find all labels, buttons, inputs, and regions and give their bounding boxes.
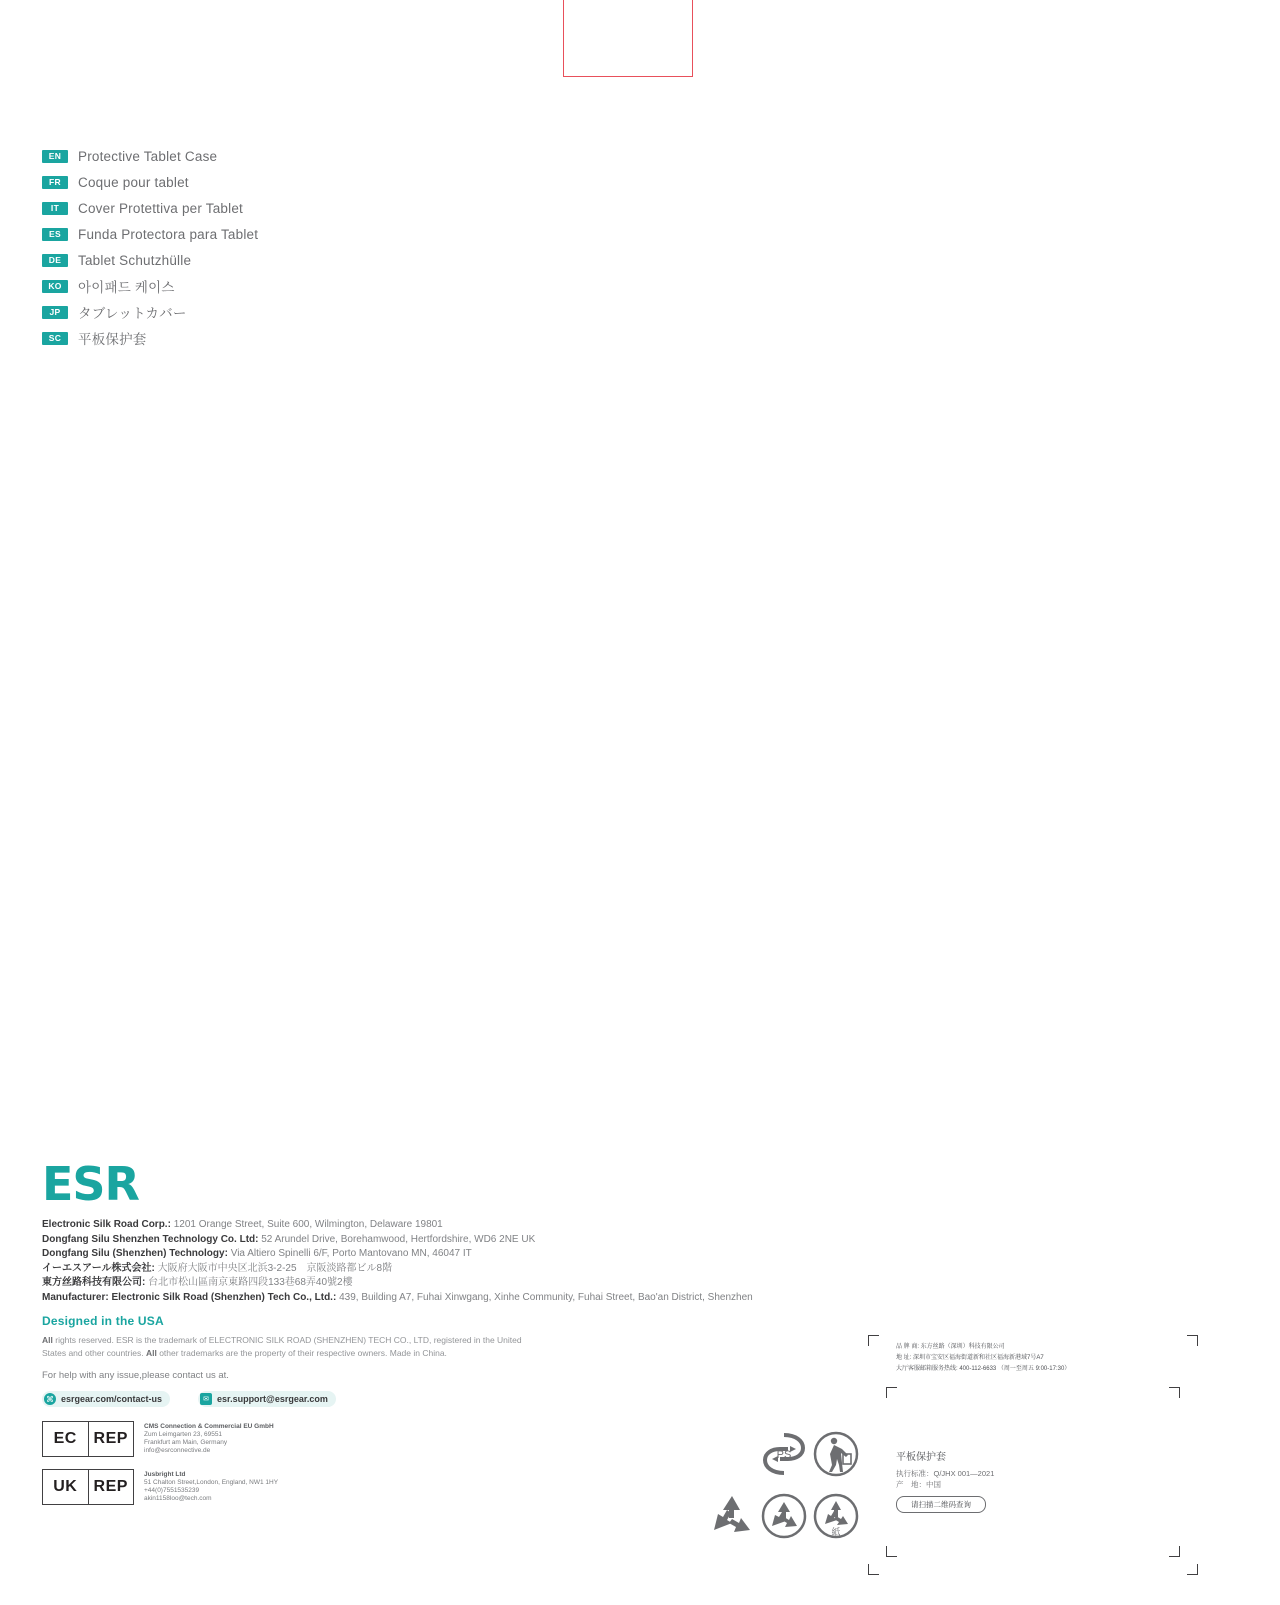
language-badge-es: ES <box>42 228 68 241</box>
uk-label: UK <box>43 1470 89 1504</box>
ec-rep-line: Zum Leimgarten 23, 69551 <box>144 1431 223 1438</box>
qr-scan-pill: 请扫描二维码查询 <box>896 1496 986 1513</box>
address-label: イーエスアール株式会社: <box>42 1262 155 1274</box>
address-value: 52 Arundel Drive, Borehamwood, Hertfordshire, WD6 2NE UK <box>258 1233 536 1245</box>
list-item <box>42 273 642 299</box>
legal-line-1: rights reserved. ESR is the trademark of ELECTRONIC SILK ROAD (SHENZHEN) TECH CO., LTD, registered in the United <box>52 1335 522 1345</box>
svg-text:PS: PS <box>776 1449 792 1461</box>
address-line <box>42 1247 1242 1262</box>
legal-bold-all-2: All <box>145 1348 157 1358</box>
china-company-line: 品 牌 商: 东方丝路（深圳）科技有限公司 <box>896 1344 1005 1350</box>
china-standard-line: 执行标准：Q/JHX 001—2021 <box>896 1469 995 1478</box>
address-value: 439, Building A7, Fuhai Xinwgang, Xinhe Community, Fuhai Street, Bao'an District, Shenzhen <box>336 1291 753 1303</box>
legal-line-2: other trademarks are the property of their respective owners. Made in China. <box>156 1348 447 1358</box>
rep-label: REP <box>93 1430 128 1447</box>
green-dot-icon <box>758 1428 810 1480</box>
contact-email-text: esr.support@esrgear.com <box>217 1394 328 1404</box>
address-value: Via Altiero Spinelli 6/F, Porto Mantovano MN, 46047 IT <box>227 1248 472 1259</box>
legal-notice <box>42 1334 682 1360</box>
product-title-ko: 아이패드 케이스 <box>78 280 175 295</box>
paper-recycle-icon <box>810 1490 862 1542</box>
uk-rep-line: +44(0)7551535239 <box>144 1487 200 1494</box>
ec-rep-badge <box>42 1421 134 1457</box>
china-company-line: 大厅客服邮箱服务热线: 400-112-6633 （周一至周五 9:00-17:30） <box>896 1366 1071 1372</box>
product-title-fr: Coque pour tablet <box>78 174 189 190</box>
address-line <box>42 1218 1242 1233</box>
china-product-label <box>868 1335 1198 1575</box>
address-label: Dongfang Silu Shenzhen Technology Co. Ltd: <box>42 1233 259 1245</box>
language-badge-fr: FR <box>42 176 68 189</box>
svg-text:紙: 紙 <box>831 1528 841 1538</box>
legal-bold-all: All <box>42 1335 53 1345</box>
product-title-language-list <box>42 143 642 351</box>
corner-mark <box>886 1387 897 1398</box>
product-title-it: Cover Protettiva per Tablet <box>78 200 243 216</box>
list-item <box>42 221 642 247</box>
address-value: 1201 Orange Street, Suite 600, Wilmington, Delaware 19801 <box>170 1219 443 1230</box>
address-line <box>42 1276 1242 1291</box>
ec-rep-name: CMS Connection & Commercial EU GmbH <box>144 1423 274 1430</box>
language-badge-ko: KO <box>42 280 68 293</box>
uk-rep-line: akin1158loo@tech.com <box>144 1495 212 1502</box>
address-label: 東方丝路科技有限公司: <box>42 1277 146 1288</box>
rep-label: REP <box>93 1478 128 1495</box>
ec-label: EC <box>43 1422 89 1456</box>
contact-website-pill[interactable] <box>42 1391 170 1407</box>
corner-mark <box>1187 1335 1198 1346</box>
list-item <box>42 169 642 195</box>
address-label: Dongfang Silu (Shenzhen) Technology: <box>42 1248 228 1259</box>
address-value: 大阪府大阪市中央区北浜3-2-25 京阪淡路都ビル8階 <box>154 1262 393 1274</box>
address-line <box>42 1233 1242 1248</box>
uk-rep-name: Jusbright Ltd <box>144 1471 186 1478</box>
uk-rep-badge <box>42 1469 134 1505</box>
uk-rep-address <box>144 1469 278 1503</box>
product-title-sc: 平板保护套 <box>78 332 147 347</box>
address-label: Manufacturer: Electronic Silk Road (Shenzhen) Tech Co., Ltd.: <box>42 1291 337 1303</box>
list-item <box>42 247 642 273</box>
corner-mark <box>1169 1546 1180 1557</box>
list-item <box>42 299 642 325</box>
designed-in-usa-text: Designed in the USA <box>42 1314 164 1328</box>
list-item <box>42 325 642 351</box>
list-item <box>42 195 642 221</box>
product-title-de: Tablet Schutzhülle <box>78 252 192 268</box>
ec-rep-line: Frankfurt am Main, Germany <box>144 1439 228 1446</box>
language-badge-jp: JP <box>42 306 68 319</box>
corner-mark <box>1187 1564 1198 1575</box>
china-company-line: 地 址: 深圳市宝安区福海街道新和社区福海新港域7号A7 <box>896 1355 1044 1361</box>
product-title-jp: タブレットカバー <box>78 306 187 321</box>
address-line <box>42 1291 1242 1306</box>
mobius-loop-icon <box>758 1490 810 1542</box>
china-origin-line: 产 地：中国 <box>896 1480 941 1489</box>
contact-website-text: esrgear.com/contact-us <box>61 1394 163 1404</box>
china-standard-info <box>896 1468 994 1490</box>
address-line <box>42 1262 1242 1277</box>
china-product-name: 平板保护套 <box>896 1452 946 1463</box>
language-badge-de: DE <box>42 254 68 267</box>
corner-mark <box>868 1335 879 1346</box>
product-title-es: Funda Protectora para Tablet <box>78 226 259 242</box>
company-addresses <box>42 1218 1242 1305</box>
contact-email-pill[interactable] <box>198 1391 336 1407</box>
list-item <box>42 143 642 169</box>
corner-mark <box>868 1564 879 1575</box>
globe-icon: ⌘ <box>46 1394 54 1404</box>
uk-rep-line: 51 Chalton Street,London, England, NW1 1HY <box>144 1479 279 1486</box>
language-badge-it: IT <box>42 202 68 215</box>
legal-line-2-prefix: States and other countries. <box>42 1348 146 1358</box>
tidyman-icon <box>810 1428 862 1480</box>
language-badge-sc: SC <box>42 332 68 345</box>
product-title-en: Protective Tablet Case <box>78 148 218 164</box>
corner-mark <box>886 1546 897 1557</box>
ec-rep-line: info@esrconnective.de <box>144 1447 211 1454</box>
recycle-arrows-icon <box>706 1490 758 1542</box>
recycling-icon-group <box>700 1428 860 1548</box>
ec-rep-address <box>144 1421 274 1455</box>
corner-mark <box>1169 1387 1180 1398</box>
registration-crop-box <box>563 0 693 77</box>
language-badge-en: EN <box>42 150 68 163</box>
esr-logo: ESR <box>42 1157 139 1211</box>
address-value: 台北市松山區南京東路四段133巷68弄40號2樓 <box>145 1277 353 1288</box>
address-label: Electronic Silk Road Corp.: <box>42 1219 171 1230</box>
help-text: For help with any issue,please contact us at. <box>42 1370 229 1381</box>
mail-icon: ✉ <box>200 1393 212 1405</box>
